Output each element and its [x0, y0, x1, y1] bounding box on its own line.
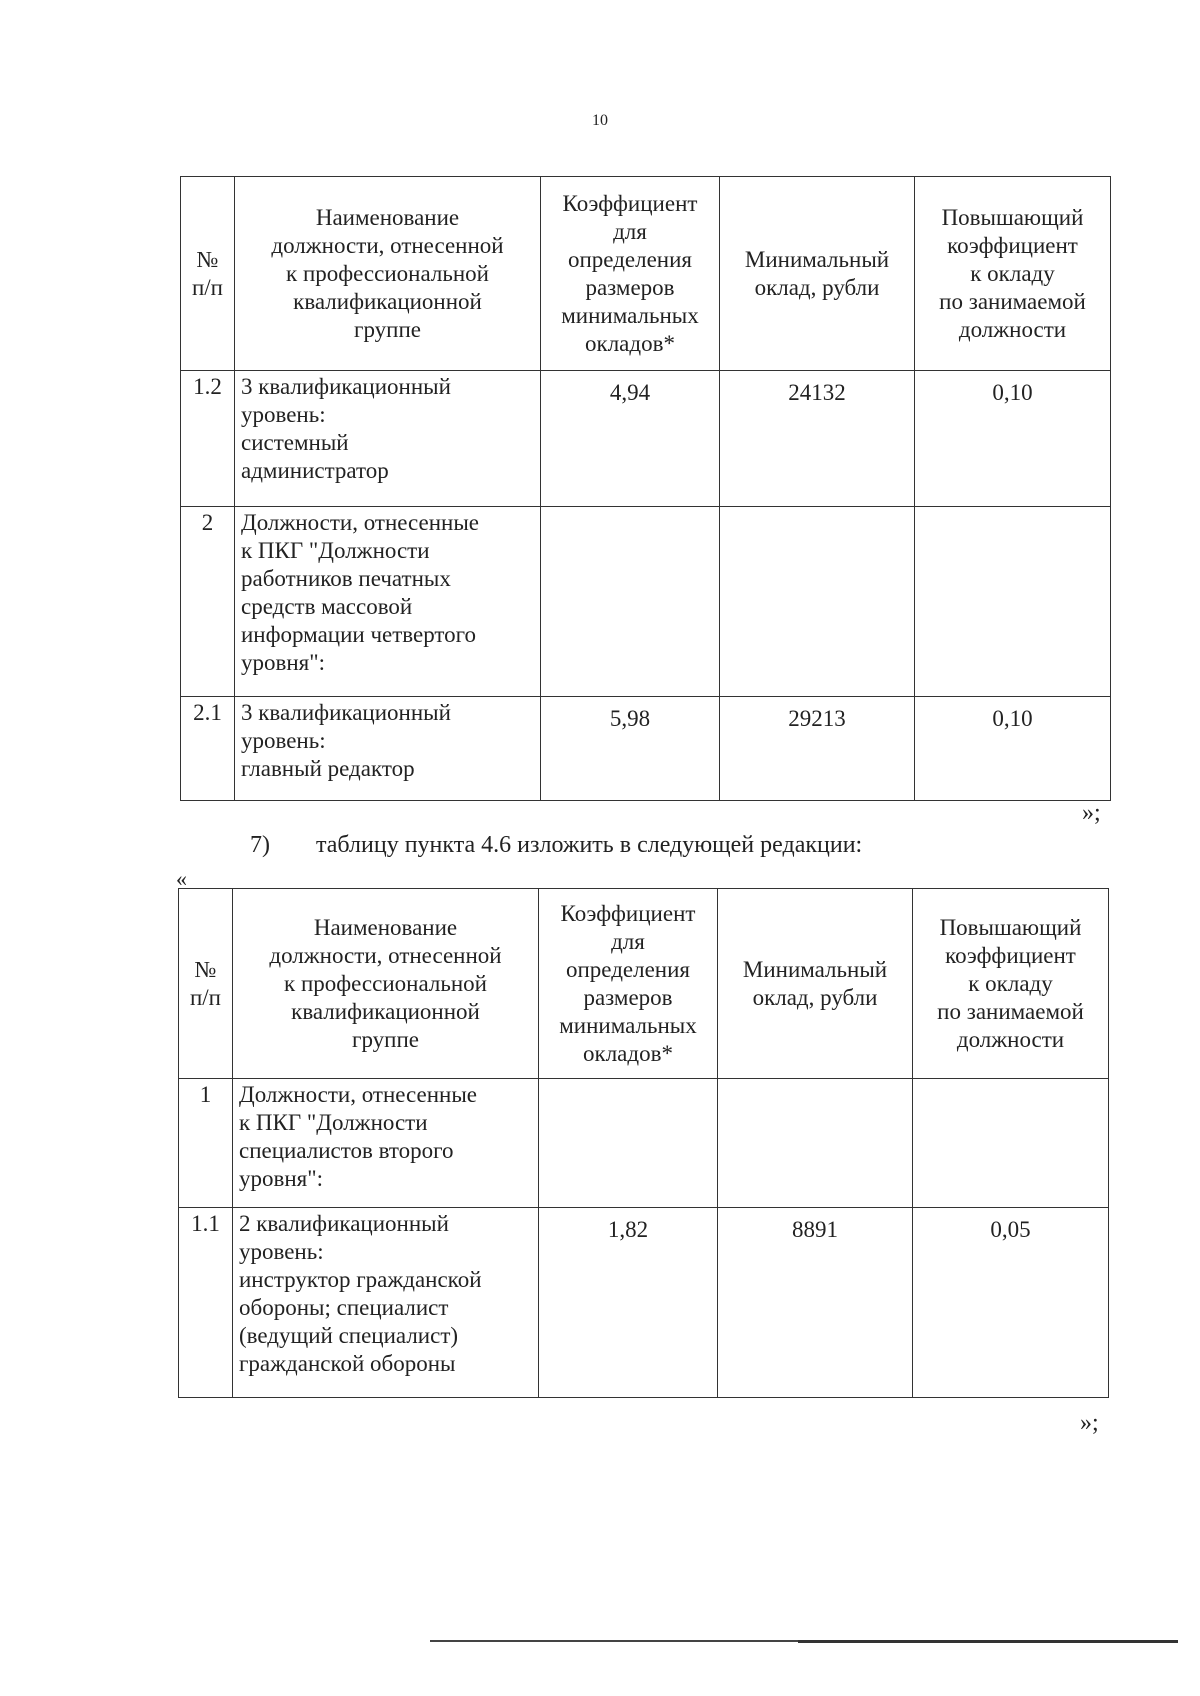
header-min-salary-text: Минимальный оклад, рубли	[744, 246, 890, 300]
table-row	[179, 1208, 1109, 1398]
row-num: 1.2	[181, 371, 235, 507]
amendment-text: таблицу пункта 4.6 изложить в следующей редакции:	[316, 832, 863, 858]
table-row	[179, 1079, 1109, 1208]
header-increase-text: Повышающий коэффициент к окладу по занимаемой должности	[939, 204, 1086, 342]
row-increase	[915, 507, 1111, 697]
table-header-row	[181, 177, 1111, 371]
row-increase	[913, 1079, 1109, 1208]
header-name-text: Наименование должности, отнесенной к профессиональной квалификационной группе	[271, 204, 504, 342]
row-name: 2 квалификационный уровень: инструктор гражданской обороны; специалист (ведущий специалист) гражданской обороны	[233, 1208, 539, 1398]
amendment-item-number: 7)	[250, 832, 270, 858]
header-coef	[541, 177, 720, 371]
table-row	[181, 697, 1111, 801]
row-coef	[541, 507, 720, 697]
header-min-salary	[720, 177, 915, 371]
row-coef: 5,98	[541, 697, 720, 801]
amendment-instruction	[250, 832, 862, 859]
header-increase	[913, 889, 1109, 1079]
row-min-salary: 24132	[720, 371, 915, 507]
table-row	[181, 507, 1111, 697]
header-coef	[539, 889, 718, 1079]
header-min-salary-text: Минимальный оклад, рубли	[742, 956, 888, 1010]
page-number: 10	[592, 112, 608, 129]
bottom-rule	[430, 1640, 1178, 1642]
row-increase: 0,10	[915, 697, 1111, 801]
row-increase: 0,10	[915, 371, 1111, 507]
header-name	[233, 889, 539, 1079]
header-coef-text: Коэффициент для определения размеров минимальных окладов*	[561, 190, 699, 356]
row-num: 1.1	[179, 1208, 233, 1398]
table-row	[181, 371, 1111, 507]
header-increase	[915, 177, 1111, 371]
row-name: Должности, отнесенные к ПКГ "Должности работников печатных средств массовой информации четвертого уровня":	[235, 507, 541, 697]
header-num	[179, 889, 233, 1079]
row-min-salary	[720, 507, 915, 697]
header-name	[235, 177, 541, 371]
header-num	[181, 177, 235, 371]
row-increase: 0,05	[913, 1208, 1109, 1398]
row-num: 2	[181, 507, 235, 697]
row-coef: 4,94	[541, 371, 720, 507]
row-name: Должности, отнесенные к ПКГ "Должности специалистов второго уровня":	[233, 1079, 539, 1208]
row-name: 3 квалификационный уровень: системный администратор	[235, 371, 541, 507]
header-min-salary	[718, 889, 913, 1079]
closing-quote: »;	[1082, 800, 1101, 826]
header-name-text: Наименование должности, отнесенной к профессиональной квалификационной группе	[269, 914, 502, 1052]
opening-quote: «	[176, 866, 187, 891]
row-coef: 1,82	[539, 1208, 718, 1398]
row-coef	[539, 1079, 718, 1208]
row-min-salary: 8891	[718, 1208, 913, 1398]
header-num-text: № п/п	[191, 246, 223, 300]
header-coef-text: Коэффициент для определения размеров минимальных окладов*	[559, 900, 697, 1066]
row-min-salary	[718, 1079, 913, 1208]
table-header-row	[179, 889, 1109, 1079]
salary-table-4-6	[178, 888, 1109, 1398]
salary-table-continuation	[180, 176, 1111, 801]
header-increase-text: Повышающий коэффициент к окладу по занимаемой должности	[937, 914, 1084, 1052]
closing-quote-2: »;	[1080, 1410, 1099, 1436]
header-num-text: № п/п	[189, 956, 221, 1010]
row-num: 1	[179, 1079, 233, 1208]
row-min-salary: 29213	[720, 697, 915, 801]
row-num: 2.1	[181, 697, 235, 801]
row-name: 3 квалификационный уровень: главный редактор	[235, 697, 541, 801]
